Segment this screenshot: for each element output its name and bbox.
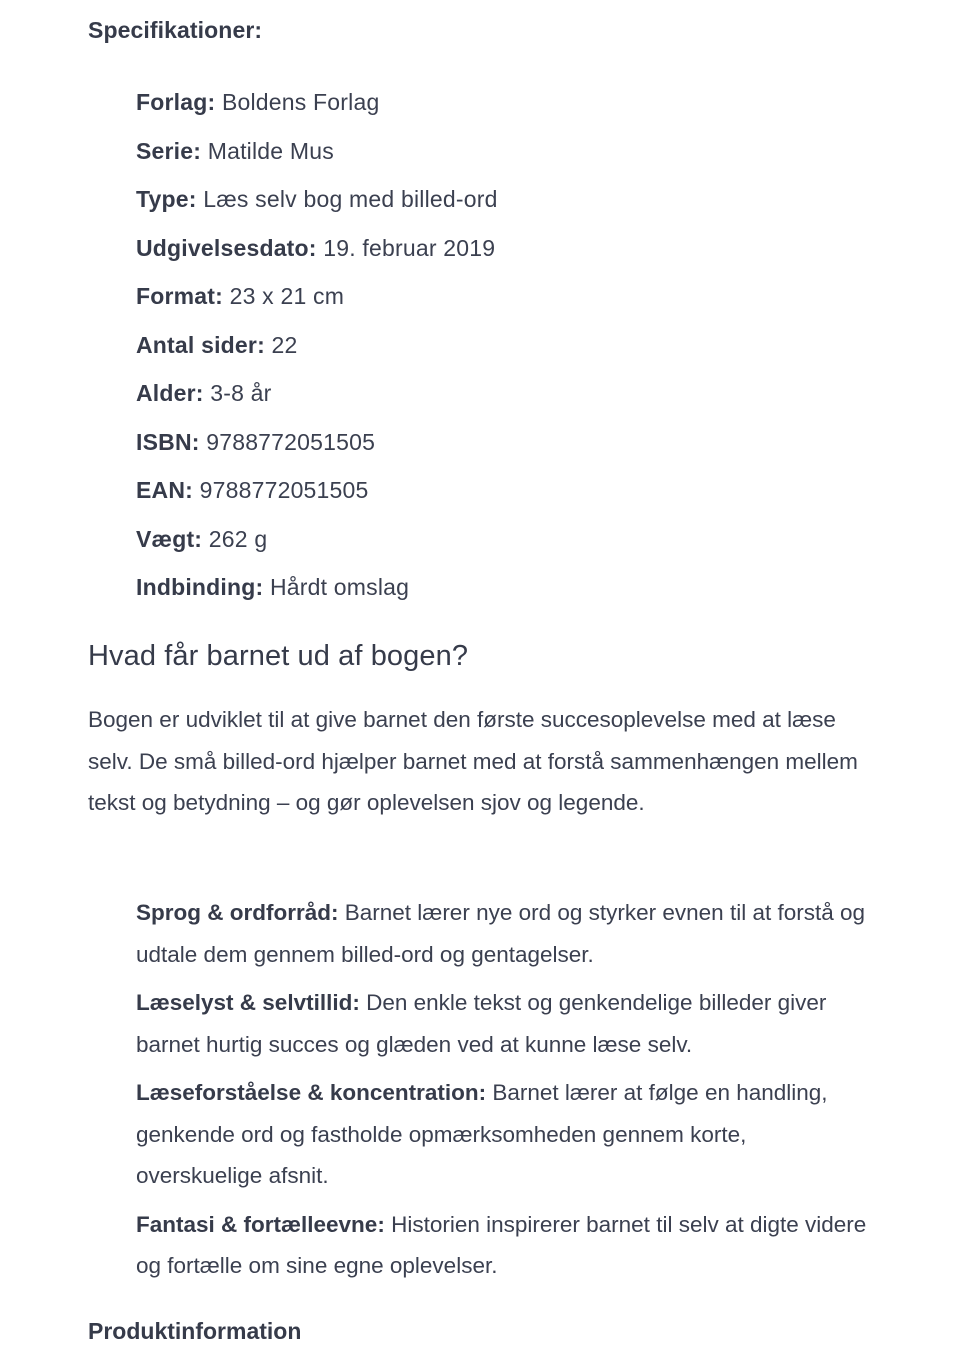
spec-item-indbinding [136,571,498,620]
spec-item-isbn [136,426,498,475]
benefits-heading: Hvad får barnet ud af bogen? [88,640,469,672]
spec-value: Læs selv bog med billed-ord [203,186,498,212]
benefit-label: Læseforståelse & koncentration: [136,1080,487,1105]
benefit-label: Sprog & ordforråd: [136,900,339,925]
spec-label: Antal sider: [136,331,265,358]
benefit-item-fantasi [136,1204,876,1287]
benefit-item-sprog [136,892,876,975]
spec-label: Forlag: [136,89,216,115]
spec-item-vaegt [136,523,498,572]
specifications-list [136,86,498,620]
spec-value: Matilde Mus [207,137,334,164]
spec-item-serie [136,135,498,184]
spec-value: Boldens Forlag [221,89,380,115]
spec-label: Indbinding: [136,574,264,600]
benefits-intro-paragraph: Bogen er udviklet til at give barnet den første succesoplevelse med at læse selv. De små billed-ord hjælper barnet med at forstå sammenhængen mellem tekst og betydning – og gør oplevelsen sjov og legende. [88,707,858,815]
benefit-label: Fantasi & fortælleevne: [136,1211,385,1237]
benefits-list [136,892,876,1294]
spec-item-type [136,183,498,232]
spec-label: Alder: [136,380,204,406]
spec-label: Type: [136,186,197,212]
benefit-text: Barnet lærer at følge en handling, genkende ord og fastholde opmærksomheden gennem korte, overskuelige afsnit. [136,1080,828,1188]
benefit-item-laeseforstaaelse [136,1072,876,1197]
spec-label: Format: [136,283,224,309]
spec-item-ean [136,474,498,523]
spec-value: 22 [271,331,298,358]
spec-label: EAN: [136,477,194,503]
spec-label: Serie: [136,137,202,164]
spec-value: 9788772051505 [199,477,369,503]
benefit-item-laeselyst [136,982,876,1065]
product-information-heading: Produktinformation [88,1318,302,1344]
spec-value: 23 x 21 cm [229,283,345,309]
spec-item-udgivelsesdato [136,232,498,281]
spec-label: Vægt: [136,525,203,552]
spec-item-forlag [136,86,498,135]
spec-value: 3-8 år [210,380,272,406]
benefit-text: Den enkle tekst og genkendelige billeder giver barnet hurtig succes og glæden ved at kunne læse selv. [136,990,827,1057]
spec-value: 262 g [208,525,268,552]
specifications-title: Specifikationer: [88,17,263,43]
spec-value: 19. februar 2019 [323,234,496,261]
spec-value: Hårdt omslag [269,574,410,600]
spec-item-format [136,280,498,329]
spec-label: ISBN: [136,428,200,455]
benefit-text: Historien inspirerer barnet til selv at digte videre og fortælle om sine egne oplevelser. [136,1211,867,1278]
benefit-text: Barnet lærer nye ord og styrker evnen til at forstå og udtale dem gennem billed-ord og gentagelser. [136,900,866,967]
spec-value: 9788772051505 [206,428,376,455]
spec-item-antal-sider [136,329,498,378]
benefit-label: Læselyst & selvtillid: [136,990,360,1015]
spec-item-alder [136,377,498,426]
spec-label: Udgivelsesdato: [136,234,317,261]
